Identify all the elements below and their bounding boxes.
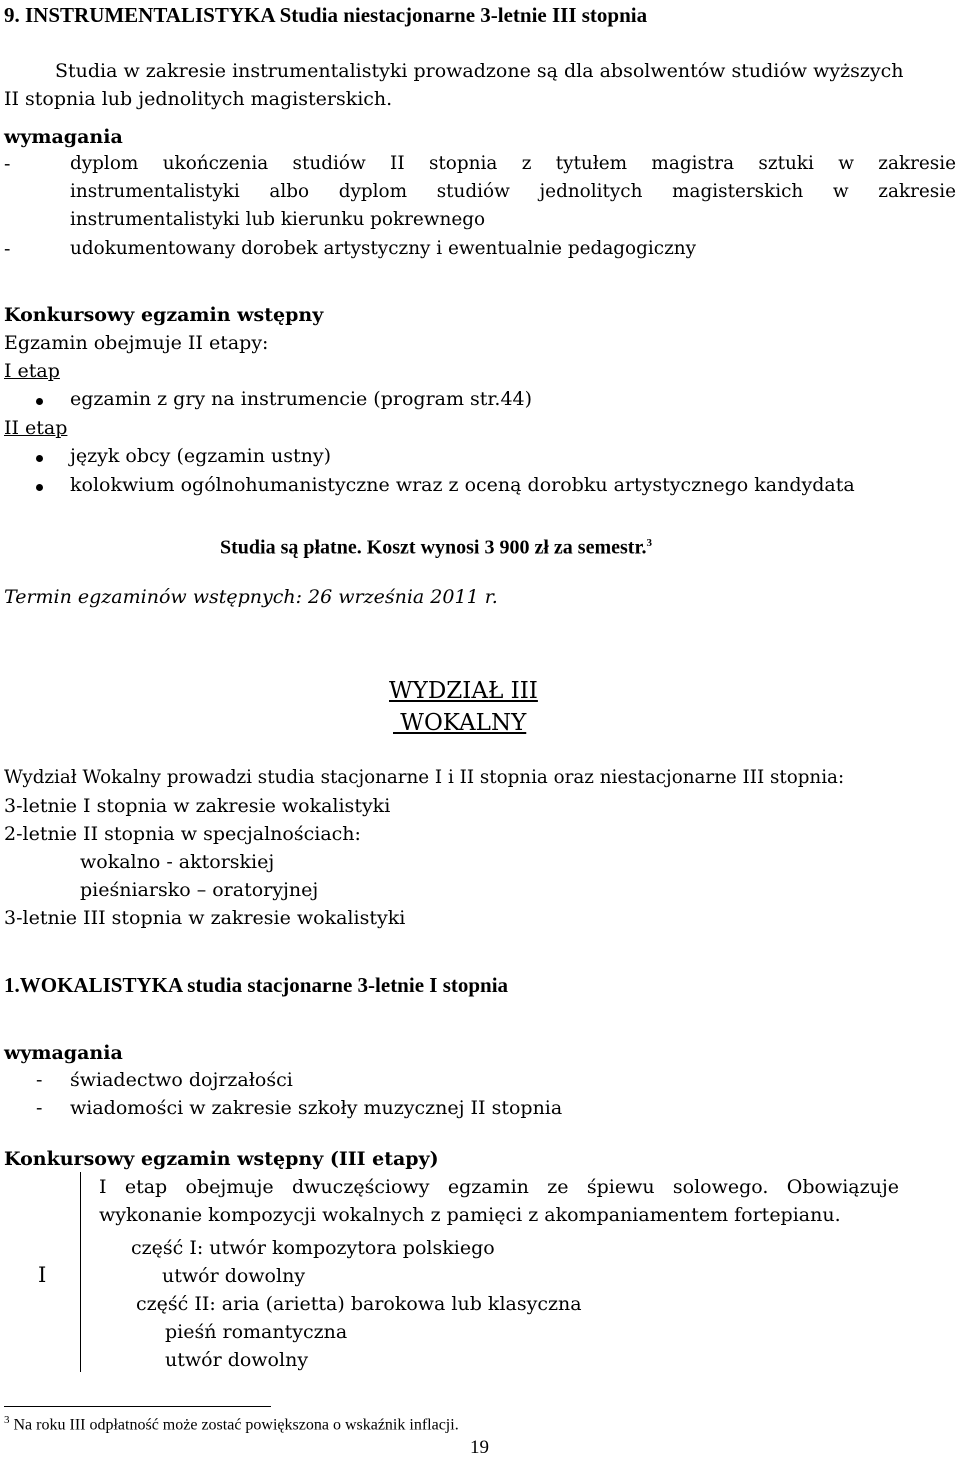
table-divider bbox=[80, 1172, 81, 1372]
bullet-icon bbox=[36, 398, 43, 405]
section-heading: 9. INSTRUMENTALISTYKA Studia niestacjonarne 3-letnie III stopnia bbox=[4, 3, 648, 27]
stage-marker: I bbox=[38, 1263, 47, 1287]
requirement-item: wiadomości w zakresie szkoły muzycznej II stopnia bbox=[70, 1097, 563, 1119]
intro-line: Studia w zakresie instrumentalistyki prowadzone są dla absolwentów studiów wyższych bbox=[55, 60, 904, 82]
intro-line: II stopnia lub jednolitych magisterskich. bbox=[4, 88, 393, 110]
list-dash: - bbox=[4, 153, 11, 175]
exam-title: Konkursowy egzamin wstępny bbox=[4, 304, 324, 326]
list-dash: - bbox=[36, 1069, 43, 1091]
bullet-icon bbox=[36, 484, 43, 491]
stage-label: I etap bbox=[4, 360, 60, 382]
program-item: utwór dowolny bbox=[165, 1349, 309, 1371]
page-number: 19 bbox=[470, 1437, 489, 1458]
list-item: egzamin z gry na instrumencie (program str.44) bbox=[70, 388, 533, 410]
program-item: utwór dowolny bbox=[162, 1265, 306, 1287]
exam-date: Termin egzaminów wstępnych: 26 września 2011 r. bbox=[4, 586, 498, 608]
specialization: wokalno - aktorskiej bbox=[80, 851, 275, 873]
requirement-item: instrumentalistyki lub kierunku pokrewnego bbox=[70, 209, 486, 230]
footnote-separator bbox=[4, 1406, 271, 1407]
faculty-line: 3-letnie I stopnia w zakresie wokalistyki bbox=[4, 795, 391, 817]
fee-note bbox=[220, 530, 652, 561]
footnote-number: 3 bbox=[4, 1414, 10, 1426]
section-heading: 1.WOKALISTYKA studia stacjonarne 3-letnie I stopnia bbox=[4, 973, 509, 997]
requirements-label: wymagania bbox=[4, 1042, 123, 1064]
faculty-title: WYDZIAŁ III bbox=[389, 678, 538, 704]
requirements-label: wymagania bbox=[4, 126, 123, 148]
list-item: kolokwium ogólnohumanistyczne wraz z oceną dorobku artystycznego kandydata bbox=[70, 474, 855, 496]
stage-description: I etap obejmuje dwuczęściowy egzamin ze śpiewu solowego. Obowiązuje bbox=[99, 1176, 899, 1198]
program-part: część II: aria (arietta) barokowa lub klasyczna bbox=[136, 1293, 582, 1315]
exam-title: Konkursowy egzamin wstępny (III etapy) bbox=[4, 1148, 439, 1170]
footnote-text: Na roku III odpłatność może zostać powiększona o wskaźnik inflacji. bbox=[13, 1416, 459, 1434]
faculty-line: 3-letnie III stopnia w zakresie wokalistyki bbox=[4, 907, 406, 929]
fee-text: Studia są płatne. Koszt wynosi 3 900 zł za semestr. bbox=[220, 536, 647, 559]
faculty-line: 2-letnie II stopnia w specjalnościach: bbox=[4, 823, 361, 845]
program-part: część I: utwór kompozytora polskiego bbox=[131, 1237, 495, 1259]
requirement-item: dyplom ukończenia studiów II stopnia z tytułem magistra sztuki w zakresie bbox=[70, 153, 956, 174]
program-item: pieśń romantyczna bbox=[165, 1321, 348, 1343]
stage-description: wykonanie kompozycji wokalnych z pamięci z akompaniamentem fortepianu. bbox=[99, 1204, 841, 1226]
bullet-icon bbox=[36, 455, 43, 462]
specialization: pieśniarsko – oratoryjnej bbox=[80, 879, 319, 901]
exam-intro: Egzamin obejmuje II etapy: bbox=[4, 332, 269, 354]
faculty-subtitle: WOKALNY bbox=[393, 710, 527, 736]
requirement-item: instrumentalistyki albo dyplom studiów jednolitych magisterskich w zakresie bbox=[70, 181, 956, 202]
requirement-item: świadectwo dojrzałości bbox=[70, 1069, 293, 1091]
list-item: język obcy (egzamin ustny) bbox=[70, 445, 331, 467]
list-dash: - bbox=[36, 1097, 43, 1119]
stage-label: II etap bbox=[4, 417, 68, 439]
faculty-intro: Wydział Wokalny prowadzi studia stacjonarne I i II stopnia oraz niestacjonarne III stopnia: bbox=[4, 767, 845, 788]
footnote bbox=[4, 1414, 459, 1434]
list-dash: - bbox=[4, 238, 11, 260]
requirement-item: udokumentowany dorobek artystyczny i ewentualnie pedagogiczny bbox=[70, 238, 697, 259]
footnote-ref: 3 bbox=[646, 537, 652, 549]
